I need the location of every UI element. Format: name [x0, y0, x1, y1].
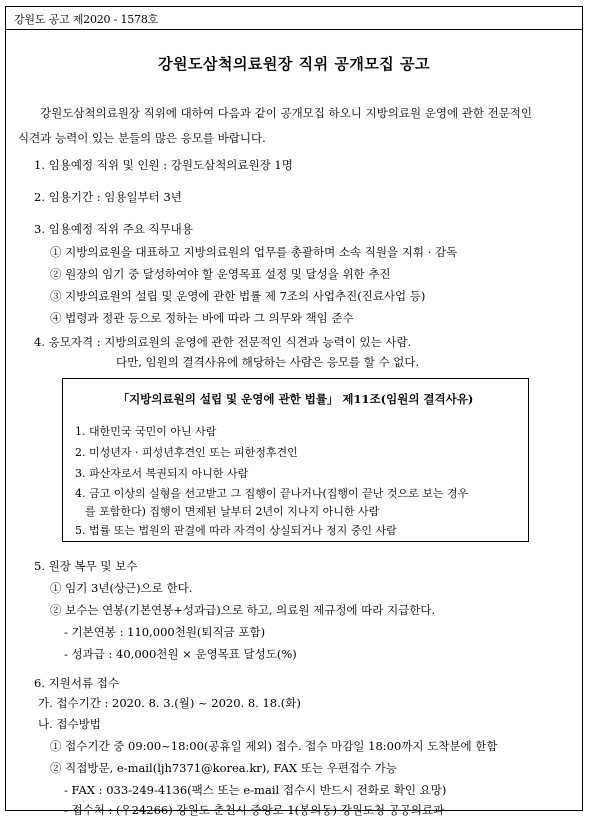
disqualification-item: 1. 대한민국 국민이 아닌 사람 — [75, 425, 217, 438]
section-3-item: ③ 지방의료원의 설립 및 운영에 관한 법률 제 7조의 사업추진(진료사업 등) — [50, 289, 426, 303]
section-6-item: ① 접수기간 중 09:00~18:00(공휴일 제외) 접수. 접수 마감일 18:00까지 도착분에 한함 — [50, 739, 498, 753]
section-6-period: 가. 접수기간 : 2020. 8. 3.(월) ~ 2020. 8. 18.(화) — [38, 696, 301, 710]
disqualification-box-title: 「지방의료원의 설립 및 운영에 관한 법률」 제11조(임원의 결격사유) — [117, 392, 474, 406]
section-2-term: 2. 임용기간 : 임용일부터 3년 — [34, 190, 182, 204]
section-6-subitem: - FAX : 033-249-4136(팩스 또는 e-mail 접수시 반드시 전화로 확인 요망) — [64, 783, 447, 797]
disqualification-item: 3. 파산자로서 복권되지 아니한 사람 — [75, 467, 249, 480]
section-3-heading: 3. 임용예정 직위 주요 직무내용 — [34, 222, 193, 236]
section-5-item: ② 보수는 연봉(기본연봉+성과급)으로 하고, 의료원 제규정에 따라 지급한다. — [50, 603, 436, 617]
notice-number: 강원도 공고 제2020 - 1578호 — [14, 13, 159, 26]
section-5-subitem: - 기본연봉 : 110,000천원(퇴직금 포함) — [64, 625, 266, 639]
section-5-heading: 5. 원장 복무 및 보수 — [34, 559, 138, 573]
disqualification-item: 5. 법률 또는 법원의 판결에 따라 자격이 상실되거나 정지 중인 사람 — [75, 524, 397, 537]
section-3-item: ① 지방의료원을 대표하고 지방의료원의 업무를 총괄하며 소속 직원을 지휘 · 감독 — [50, 245, 458, 259]
section-5-item: ① 임기 3년(상근)으로 한다. — [50, 581, 193, 595]
section-3-item: ④ 법령과 정관 등으로 정하는 바에 따라 그 의무와 책임 준수 — [50, 311, 354, 325]
section-6-item: ② 직접방문, e-mail(ljh7371@korea.kr), FAX 또는 우편접수 가능 — [50, 761, 397, 775]
disqualification-item: 2. 미성년자 · 피성년후견인 또는 피한정후견인 — [75, 446, 298, 459]
section-5-subitem: - 성과급 : 40,000천원 × 운영목표 달성도(%) — [64, 647, 297, 661]
intro-paragraph: 강원도삼척의료원장 직위에 대하여 다음과 같이 공개모집 하오니 지방의료원 운영에 관한 전문적인 식견과 능력이 있는 분들의 많은 응모를 바랍니다. — [18, 106, 533, 145]
section-4-exception: 다만, 임원의 결격사유에 해당하는 사람은 응모를 할 수 없다. — [116, 355, 420, 369]
header-divider — [6, 29, 582, 30]
section-4-qualification: 4. 응모자격 : 지방의료원의 운영에 관한 전문적인 식견과 능력이 있는 사람. — [34, 335, 412, 349]
section-6-subitem: - 접수처 : (우24266) 강원도 춘천시 중앙로 1(봉의동) 강원도청 공공의료과 — [64, 803, 445, 817]
disqualification-box — [62, 378, 529, 542]
section-6-method-heading: 나. 접수방법 — [38, 717, 101, 731]
disqualification-item: 4. 금고 이상의 실형을 선고받고 그 집행이 끝나거나(집행이 끝난 것으로 보는 경우 — [75, 487, 469, 500]
disqualification-item-continued: 를 포함한다) 집행이 면제된 날부터 2년이 지나지 아니한 사람 — [85, 505, 380, 518]
section-6-heading: 6. 지원서류 접수 — [34, 676, 119, 690]
document-title: 강원도삼척의료원장 직위 공개모집 공고 — [158, 55, 430, 73]
notice-document — [5, 6, 583, 817]
section-3-item: ② 원장의 임기 중 달성하여야 할 운영목표 설정 및 달성을 위한 추진 — [50, 267, 391, 281]
section-1-position: 1. 임용예정 직위 및 인원 : 강원도삼척의료원장 1명 — [34, 158, 293, 172]
